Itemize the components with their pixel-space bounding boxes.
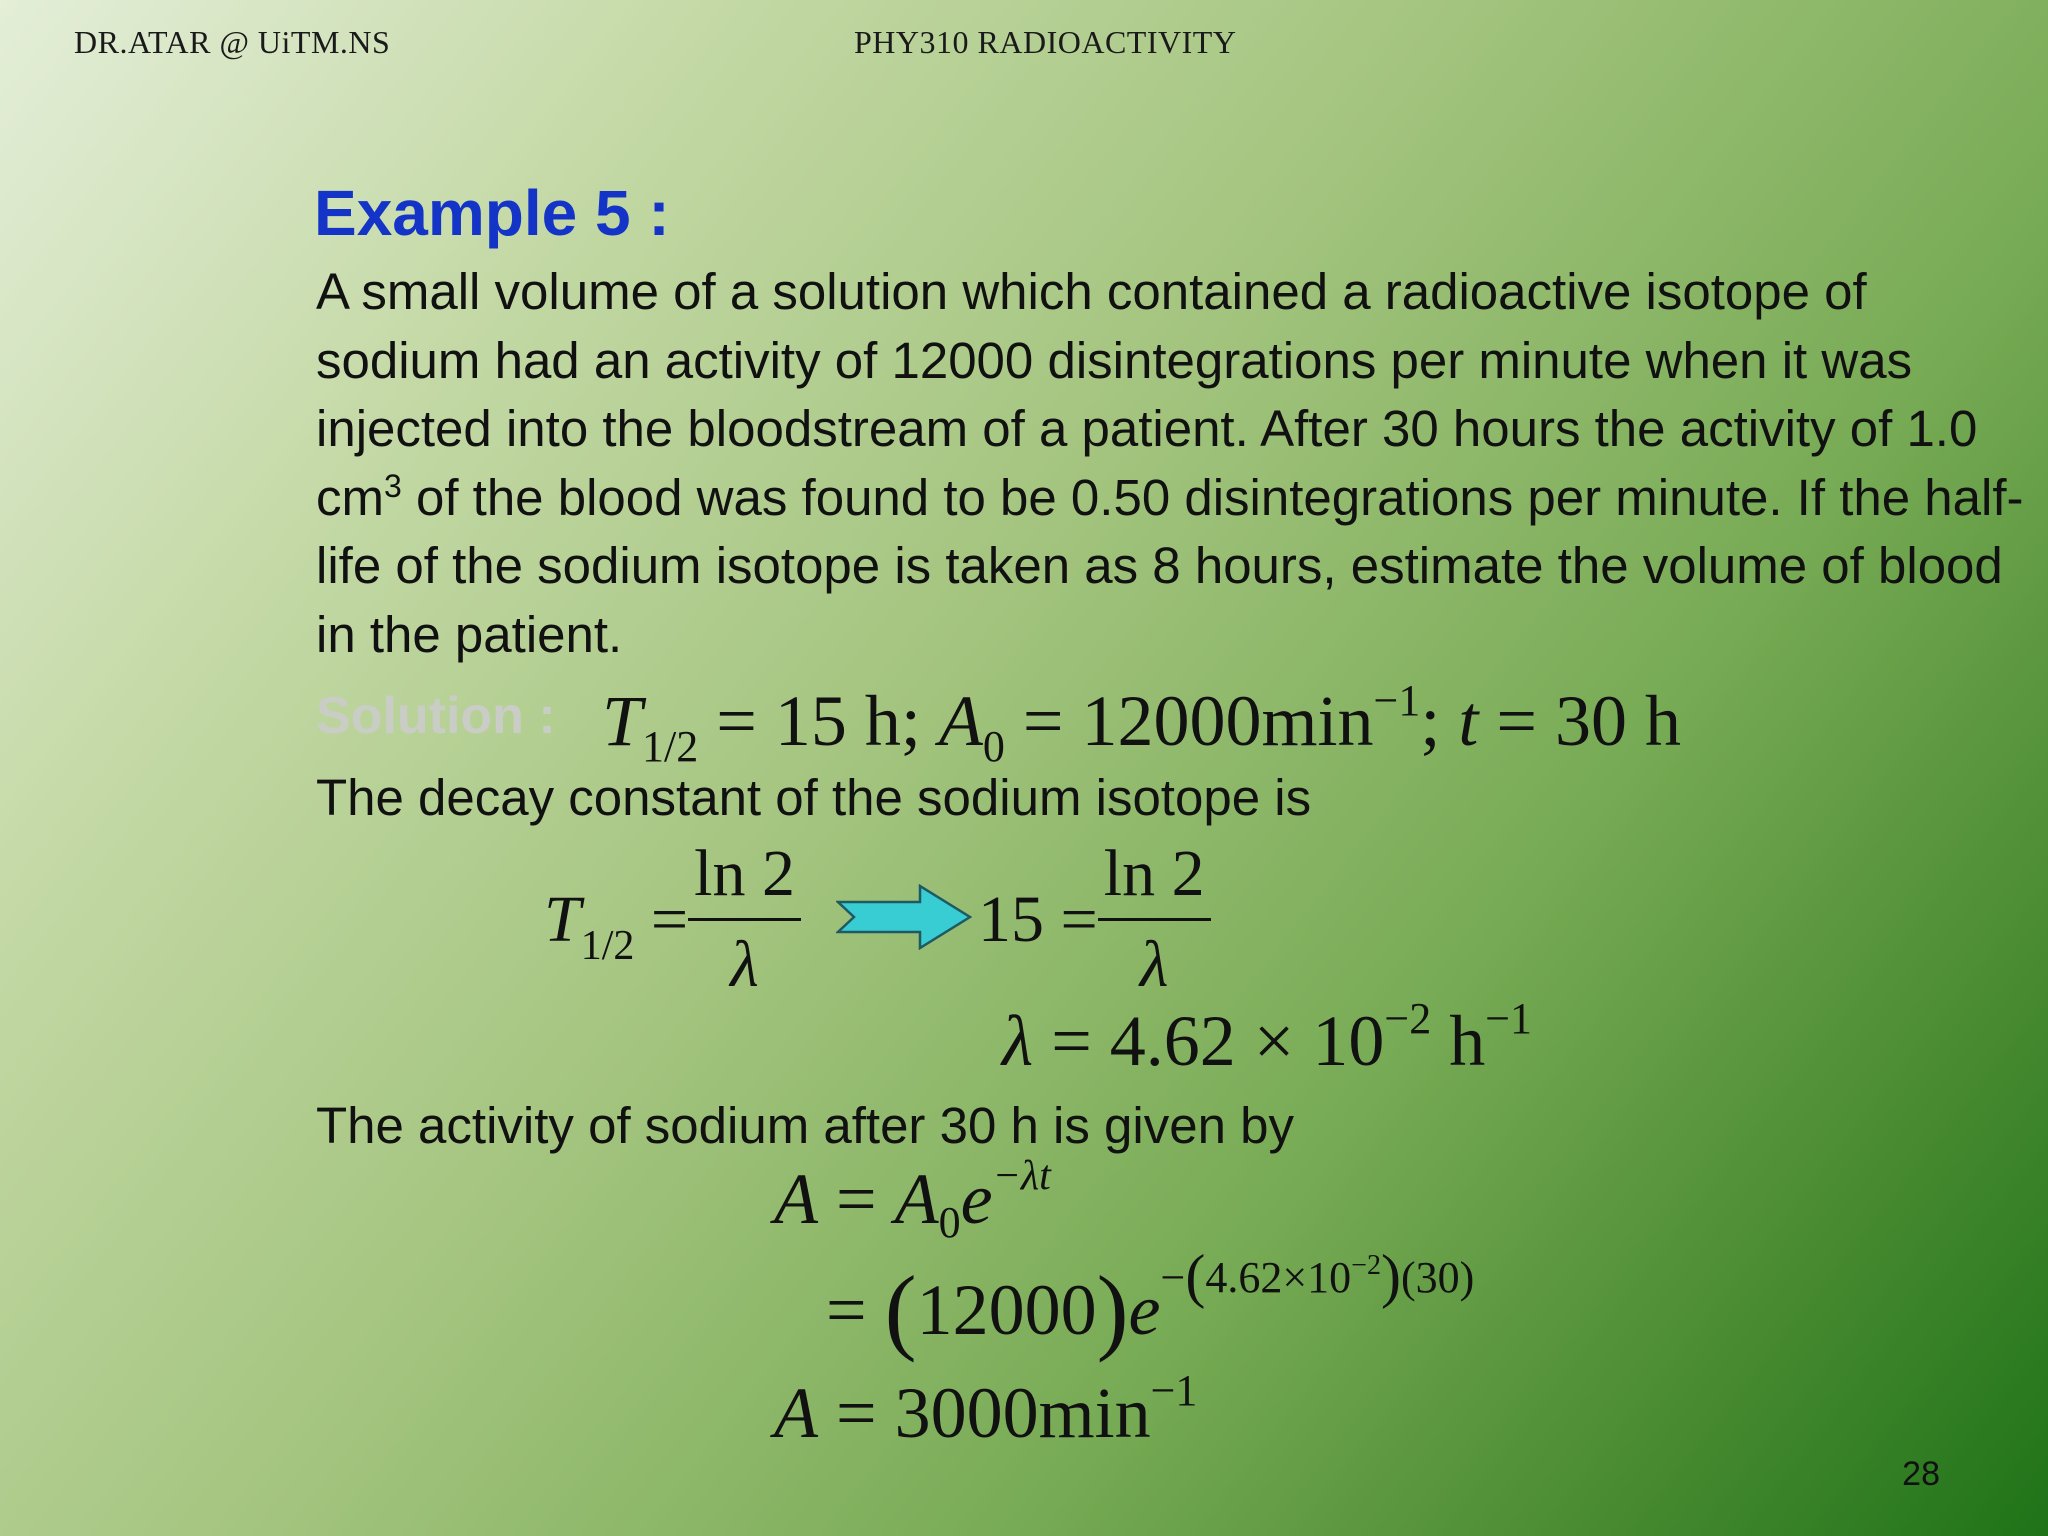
fraction-denominator: λ: [730, 928, 759, 1001]
decay-constant-text: The decay constant of the sodium isotope is: [316, 769, 1312, 826]
fraction-denominator: λ: [1139, 928, 1169, 1001]
initial-activity: 12000: [916, 1270, 1097, 1350]
right-paren: ): [1096, 1256, 1129, 1363]
symbol-lambda: λ: [1002, 1001, 1034, 1081]
activity-text: The activity of sodium after 30 h is given by: [316, 1097, 1294, 1154]
symbol-A: A: [774, 1373, 818, 1453]
problem-text: [316, 258, 2036, 669]
minus-sign: −: [1160, 1253, 1186, 1302]
left-paren: (: [884, 1256, 917, 1363]
problem-text-part2: of the blood was found to be 0.50 disintegrations per minute. If the half-life of the sodium isotope is taken as 8 hours, estimate the volume of blood in the patient.: [316, 468, 2024, 663]
lambda-value: 4.62×10: [1205, 1253, 1352, 1302]
fraction-bar: [1098, 918, 1211, 921]
problem-text-part1: A small volume of a solution which contained a radioactive isotope of sodium had an activity of 12000 disintegrations per minute when it was injected into the bloodstream of a patient. After 30 hours the activity of 1.0 cm: [316, 263, 1978, 526]
fraction-ln2-over-lambda: [1098, 836, 1211, 1003]
activity-value: = 3000min: [817, 1373, 1151, 1453]
symbol-A: A: [774, 1159, 818, 1239]
time-factor: (30): [1400, 1253, 1475, 1302]
exponent: [1160, 1243, 1475, 1309]
symbol-A: A: [938, 681, 983, 761]
subscript-zero: 0: [938, 1198, 961, 1247]
right-arrow-icon: [836, 884, 972, 950]
page-number: 28: [1902, 1455, 1940, 1493]
unit-exponent: −1: [1150, 1366, 1198, 1415]
fraction-numerator: ln 2: [694, 837, 795, 910]
exponent: −λt: [992, 1153, 1051, 1199]
problem-superscript: 3: [383, 467, 402, 504]
symbol-A0: A: [894, 1159, 939, 1239]
activity-result: [774, 1366, 1198, 1455]
half-life-value: = 15 h;: [698, 681, 939, 761]
fraction-ln2-over-lambda: [688, 836, 801, 1003]
half-life-substituted: [978, 836, 1211, 1003]
decay-constant-value: = 4.62 × 10: [1033, 1001, 1385, 1081]
equation-lhs: 15 =: [978, 882, 1098, 956]
fraction-numerator: ln 2: [1103, 837, 1205, 910]
power-exponent: −2: [1351, 1250, 1381, 1281]
separator: ;: [1420, 681, 1459, 761]
half-life-formula: [544, 836, 801, 1003]
symbol-t: t: [1458, 681, 1479, 761]
equals-sign: =: [826, 1270, 885, 1350]
subscript-half: 1/2: [642, 722, 699, 771]
symbol-e: e: [960, 1159, 993, 1239]
symbol-e: e: [1128, 1270, 1161, 1350]
solution-label: Solution :: [316, 687, 556, 745]
given-values-equation: [602, 676, 1681, 771]
activity-decay-formula: [774, 1153, 1051, 1247]
power-exponent: −2: [1384, 994, 1432, 1043]
header-center: PHY310 RADIOACTIVITY: [854, 24, 1237, 60]
fraction-bar: [688, 918, 801, 921]
symbol-T: T: [544, 882, 581, 956]
equals-sign: =: [817, 1159, 895, 1239]
inverse-exponent: −1: [1373, 676, 1421, 725]
equals-sign: =: [634, 882, 689, 956]
right-paren: ): [1380, 1243, 1401, 1309]
initial-activity-value: = 12000min: [1004, 681, 1374, 761]
activity-substituted: [826, 1243, 1475, 1365]
time-value: = 30 h: [1478, 681, 1681, 761]
unit-hour: h: [1431, 1001, 1486, 1081]
left-paren: (: [1185, 1243, 1206, 1309]
symbol-T: T: [602, 681, 643, 761]
decay-constant-result: [1002, 994, 1533, 1083]
slide-title: Example 5 :: [314, 177, 670, 249]
header-left: DR.ATAR @ UiTM.NS: [74, 24, 391, 60]
subscript-half: 1/2: [580, 922, 635, 969]
subscript-zero: 0: [982, 722, 1005, 771]
unit-exponent: −1: [1485, 994, 1533, 1043]
